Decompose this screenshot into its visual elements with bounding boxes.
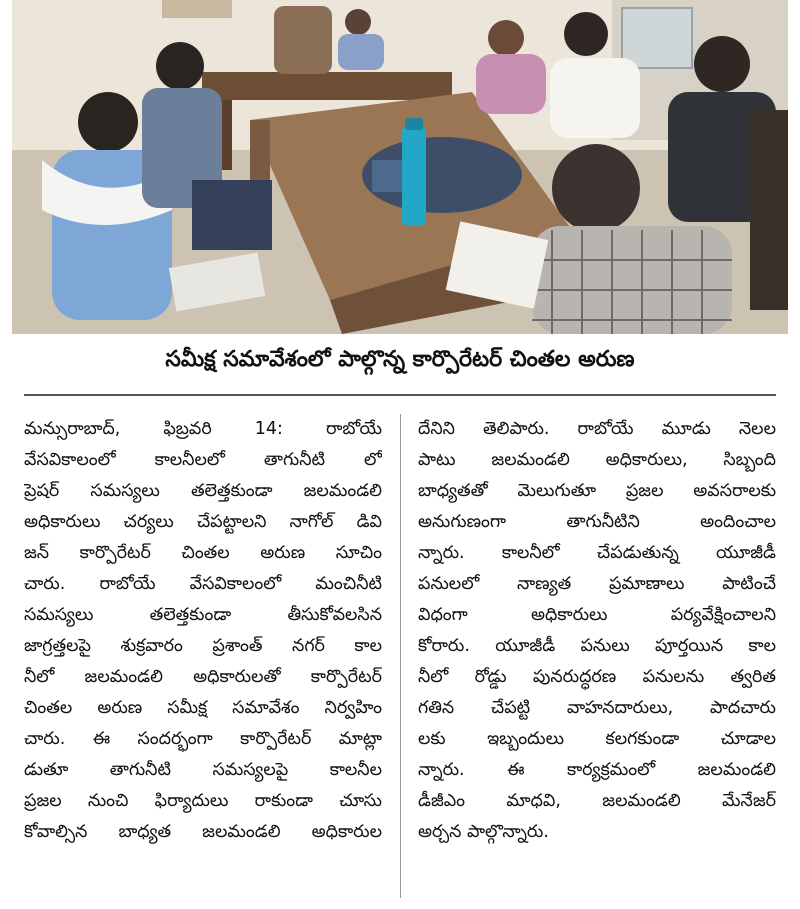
article-line: పాటు జలమండలి అధికారులు, సిబ్బంది	[418, 450, 776, 470]
column-divider	[400, 414, 401, 898]
article-line: వేసవికాలంలో కాలనీలలో తాగునీటి లో	[24, 450, 382, 470]
article-line: అనుగుణంగా తాగునీటిని అందించాల	[418, 512, 776, 532]
article-line: చారు. రాబోయే వేసవికాలంలో మంచినీటి	[24, 574, 382, 594]
article-line: డీజీఎం మాధవి, జలమండలి మేనేజర్	[418, 791, 776, 811]
article-line: నీలో జలమండలి అధికారులతో కార్పొరేటర్	[24, 667, 382, 687]
news-photo	[12, 0, 788, 334]
article-line: కోరారు. యూజీడీ పనులు పూర్తయిన కాల	[418, 636, 776, 656]
article-line: జన్ కార్పొరేటర్ చింతల అరుణ సూచిం	[24, 543, 382, 563]
article-line: పనులలో నాణ్యత ప్రమాణాలు పాటించే	[418, 574, 776, 594]
article-line: మన్సురాబాద్, ఫిబ్రవరి 14: రాబోయే	[24, 419, 382, 439]
article-line: న్నారు. కాలనీలో చేపడుతున్న యూజీడీ	[418, 543, 776, 563]
article-line: చింతల అరుణ సమీక్ష సమావేశం నిర్వహిం	[24, 698, 382, 718]
article-column-left	[24, 414, 382, 898]
article-line: జాగ్రత్తలపై శుక్రవారం ప్రశాంత్ నగర్ కాల	[24, 636, 382, 656]
article-line: బాధ్యతతో మెలుగుతూ ప్రజల అవసరాలకు	[418, 481, 776, 501]
article-line: న్నారు. ఈ కార్యక్రమంలో జలమండలి	[418, 760, 776, 780]
meeting-photo-illustration	[12, 0, 788, 334]
article-line: చారు. ఈ సందర్భంగా కార్పొరేటర్ మాట్లా	[24, 729, 382, 749]
photo-caption: సమీక్ష సమావేశంలో పాల్గొన్న కార్పొరేటర్ చింతల అరుణ	[165, 347, 635, 372]
article-line: విధంగా అధికారులు పర్యవేక్షించాలని	[418, 605, 776, 625]
article-line: ప్రజల నుంచి ఫిర్యాదులు రాకుండా చూసు	[24, 791, 382, 811]
article-line: అర్చన పాల్గొన్నారు.	[418, 822, 549, 842]
article-line: సమస్యలు తలెత్తకుండా తీసుకోవలసిన	[24, 605, 382, 625]
article-line: లకు ఇబ్బందులు కలగకుండా చూడాల	[418, 729, 776, 749]
article-line: గతిన చేపట్టి వాహనదారులు, పాదచారు	[418, 698, 776, 718]
article-line: దేనిని తెలిపారు. రాబోయే మూడు నెలల	[418, 419, 776, 439]
article-line: కోవాల్సిన బాధ్యత జలమండలి అధికారుల	[24, 822, 382, 842]
article-column-right	[418, 414, 776, 898]
caption-divider	[24, 394, 776, 396]
article-line: ప్రెషర్ సమస్యలు తలెత్తకుండా జలమండలి	[24, 481, 382, 501]
article-line: అధికారులు చర్యలు చేపట్టాలని నాగోల్ డివి	[24, 512, 382, 532]
article-line: డుతూ తాగునీటి సమస్యలపై కాలనీల	[24, 760, 382, 780]
article-body	[24, 414, 776, 898]
article-line: నీలో రోడ్డు పునరుద్ధరణ పనులను త్వరిత	[418, 667, 776, 687]
